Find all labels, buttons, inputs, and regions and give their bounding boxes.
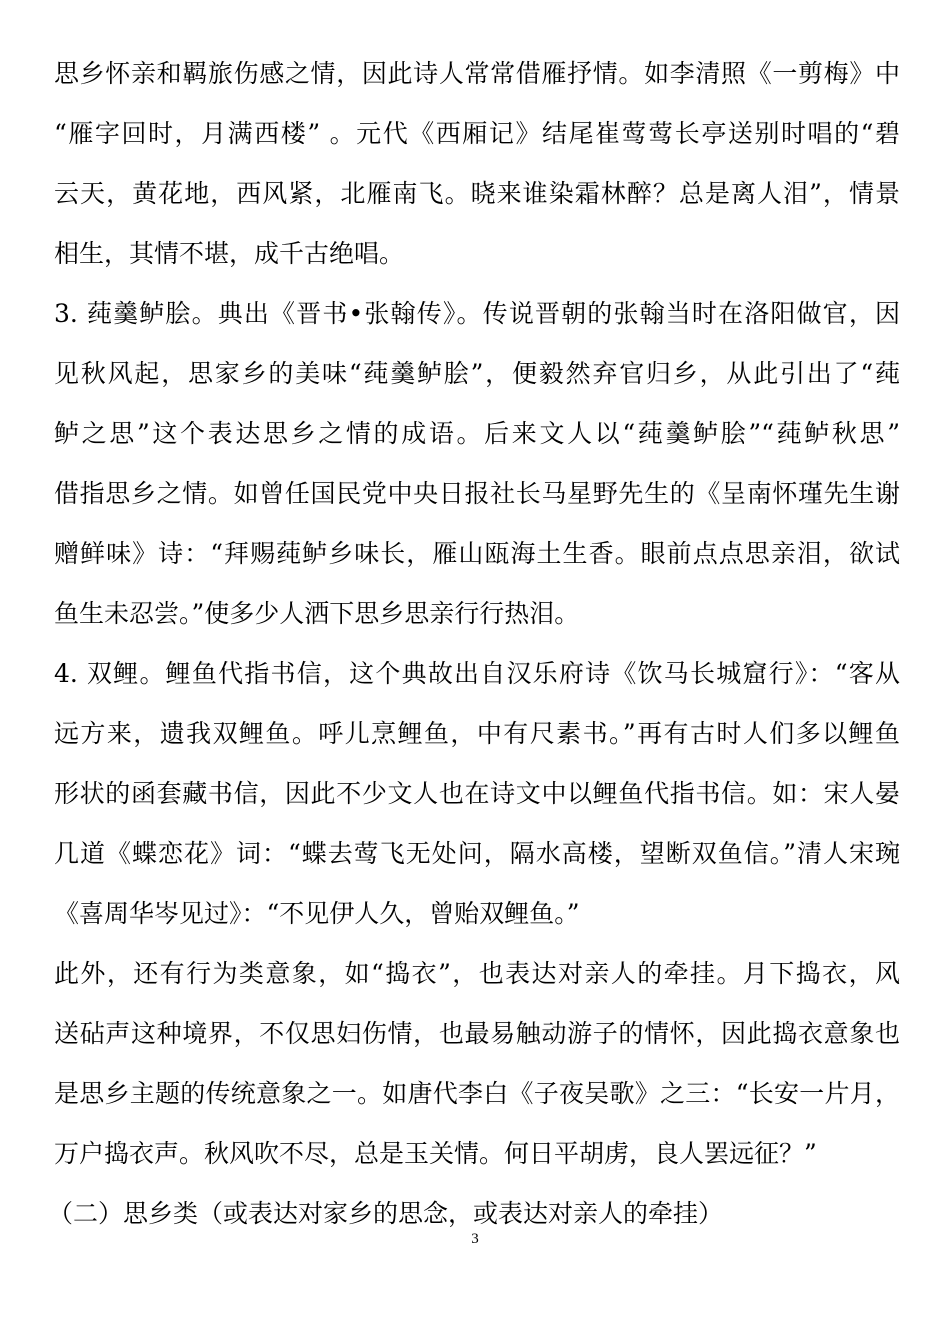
- text-line: 见秋风起，思家乡的美味“莼羹鲈脍”，便毅然弃官归乡，从此引出了“莼: [54, 359, 900, 388]
- text-line: 借指思乡之情。如曾任国民党中央日报社长马星野先生的《呈南怀瑾先生谢: [54, 479, 900, 508]
- text-line: 鱼生未忍尝。”使多少人洒下思乡思亲行行热泪。: [54, 599, 580, 628]
- text-line: 此外，还有行为类意象，如“捣衣”，也表达对亲人的牵挂。月下捣衣，风: [54, 959, 900, 988]
- page-number: 3: [471, 1231, 479, 1247]
- text-line: 远方来，遗我双鲤鱼。呼儿烹鲤鱼，中有尺素书。”再有古时人们多以鲤鱼: [54, 719, 900, 748]
- text-line: 鲈之思”这个表达思乡之情的成语。后来文人以“莼羹鲈脍”“莼鲈秋思”: [54, 419, 900, 448]
- text-line: 4. 双鲤。鲤鱼代指书信，这个典故出自汉乐府诗《饮马长城窟行》：“客从: [54, 659, 900, 688]
- text-line: 万户捣衣声。秋风吹不尽，总是玉关情。何日平胡虏，良人罢远征？”: [54, 1139, 817, 1168]
- section-heading: （二）思乡类（或表达对家乡的思念，或表达对亲人的牵挂）: [48, 1199, 724, 1228]
- text-line: 赠鲜味》诗：“拜赐莼鲈乡味长，雁山瓯海土生香。眼前点点思亲泪，欲试: [54, 539, 900, 568]
- text-line: 送砧声这种境界，不仅思妇伤情，也最易触动游子的情怀，因此捣衣意象也: [54, 1019, 900, 1048]
- text-line: 形状的函套藏书信，因此不少文人也在诗文中以鲤鱼代指书信。如：宋人晏: [54, 779, 900, 808]
- text-line: 《喜周华岑见过》：“不见伊人久，曾贻双鲤鱼。”: [54, 899, 580, 928]
- text-line: 云天，黄花地，西风紧，北雁南飞。晓来谁染霜林醉？总是离人泪”，情景: [54, 179, 900, 208]
- text-line: 相生，其情不堪，成千古绝唱。: [54, 239, 405, 268]
- text-line: 是思乡主题的传统意象之一。如唐代李白《子夜吴歌》之三：“长安一片月，: [54, 1079, 900, 1108]
- text-line: 几道《蝶恋花》词：“蝶去莺飞无处问，隔水高楼，望断双鱼信。”清人宋琬: [54, 839, 900, 868]
- text-line: 思乡怀亲和羁旅伤感之情，因此诗人常常借雁抒情。如李清照《一剪梅》中: [54, 59, 900, 88]
- text-line: “雁字回时，月满西楼” 。元代《西厢记》结尾崔莺莺长亭送别时唱的“碧: [54, 119, 900, 148]
- text-line: 3. 莼羹鲈脍。典出《晋书•张翰传》。传说晋朝的张翰当时在洛阳做官，因: [54, 299, 900, 328]
